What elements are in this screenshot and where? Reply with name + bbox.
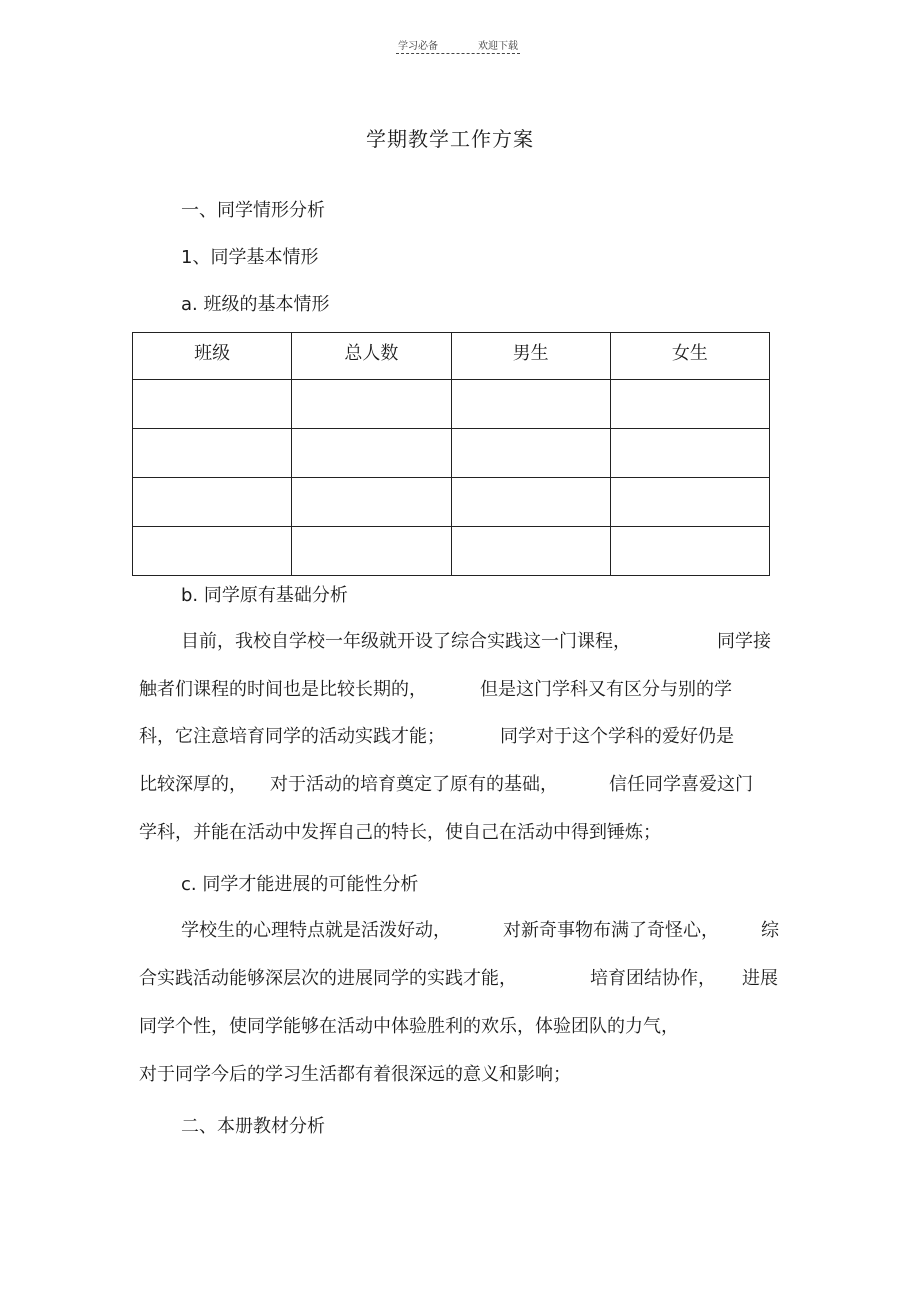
header-right-text: 欢迎下载 — [478, 41, 518, 52]
paragraph-line: 学校生的心理特点就是活泼好动， — [181, 920, 451, 941]
table-cell — [133, 429, 292, 478]
section-1-a-heading: a. 班级的基本情形 — [181, 294, 330, 315]
paragraph-line: 进展 — [742, 968, 778, 989]
table-cell — [292, 380, 451, 429]
table-cell — [133, 478, 292, 527]
table-header-cell: 班级 — [133, 333, 292, 380]
paragraph-line: 对新奇事物布满了奇怪心， — [503, 920, 719, 941]
table-cell — [610, 380, 769, 429]
table-cell — [451, 380, 610, 429]
table-header-row — [133, 333, 770, 380]
paragraph-line: 同学个性，使同学能够在活动中体验胜利的欢乐，体验团队的力气， — [139, 1016, 679, 1037]
paragraph-line: 对于活动的培育奠定了原有的基础， — [270, 774, 558, 795]
table-cell — [610, 478, 769, 527]
document-title: 学期教学工作方案 — [366, 127, 534, 151]
paragraph-line: 目前，我校自学校一年级就开设了综合实践这一门课程， — [181, 631, 631, 652]
table-header-cell: 总人数 — [292, 333, 451, 380]
table-header-cell: 女生 — [610, 333, 769, 380]
table-cell — [451, 527, 610, 576]
table-row — [133, 380, 770, 429]
paragraph-line: 同学对于这个学科的爱好仍是 — [500, 726, 734, 747]
paragraph-line: 触者们课程的时间也是比较长期的， — [139, 679, 427, 700]
header-left-text: 学习必备 — [398, 41, 438, 52]
table-cell — [610, 429, 769, 478]
paragraph-line: 同学接 — [717, 631, 771, 652]
table-cell — [292, 527, 451, 576]
table-cell — [292, 478, 451, 527]
section-1-c-heading: c. 同学才能进展的可能性分析 — [181, 874, 419, 895]
paragraph-line: 对于同学今后的学习生活都有着很深远的意义和影响； — [139, 1064, 571, 1085]
table-row — [133, 429, 770, 478]
paragraph-line: 培育团结协作， — [590, 968, 716, 989]
table-cell — [451, 478, 610, 527]
paragraph-line: 综 — [761, 920, 779, 941]
paragraph-line: 信任同学喜爱这门 — [609, 774, 753, 795]
section-1-heading: 一、同学情形分析 — [181, 200, 325, 221]
table-row — [133, 527, 770, 576]
paragraph-line: 比较深厚的， — [139, 774, 247, 795]
table-header-cell: 男生 — [451, 333, 610, 380]
table-row — [133, 478, 770, 527]
table-cell — [610, 527, 769, 576]
table-cell — [133, 527, 292, 576]
paragraph-line: 合实践活动能够深层次的进展同学的实践才能， — [139, 968, 517, 989]
header-divider — [396, 53, 520, 54]
paragraph-line: 科，它注意培育同学的活动实践才能； — [139, 726, 445, 747]
section-1-b-heading: b. 同学原有基础分析 — [181, 585, 348, 606]
paragraph-line: 但是这门学科又有区分与别的学 — [480, 679, 732, 700]
section-1-1-heading: 1、同学基本情形 — [181, 247, 319, 268]
table-cell — [133, 380, 292, 429]
class-info-table — [132, 332, 770, 576]
section-2-heading: 二、本册教材分析 — [181, 1116, 325, 1137]
paragraph-line: 学科，并能在活动中发挥自己的特长，使自己在活动中得到锤炼； — [139, 822, 661, 843]
table-cell — [451, 429, 610, 478]
table-cell — [292, 429, 451, 478]
